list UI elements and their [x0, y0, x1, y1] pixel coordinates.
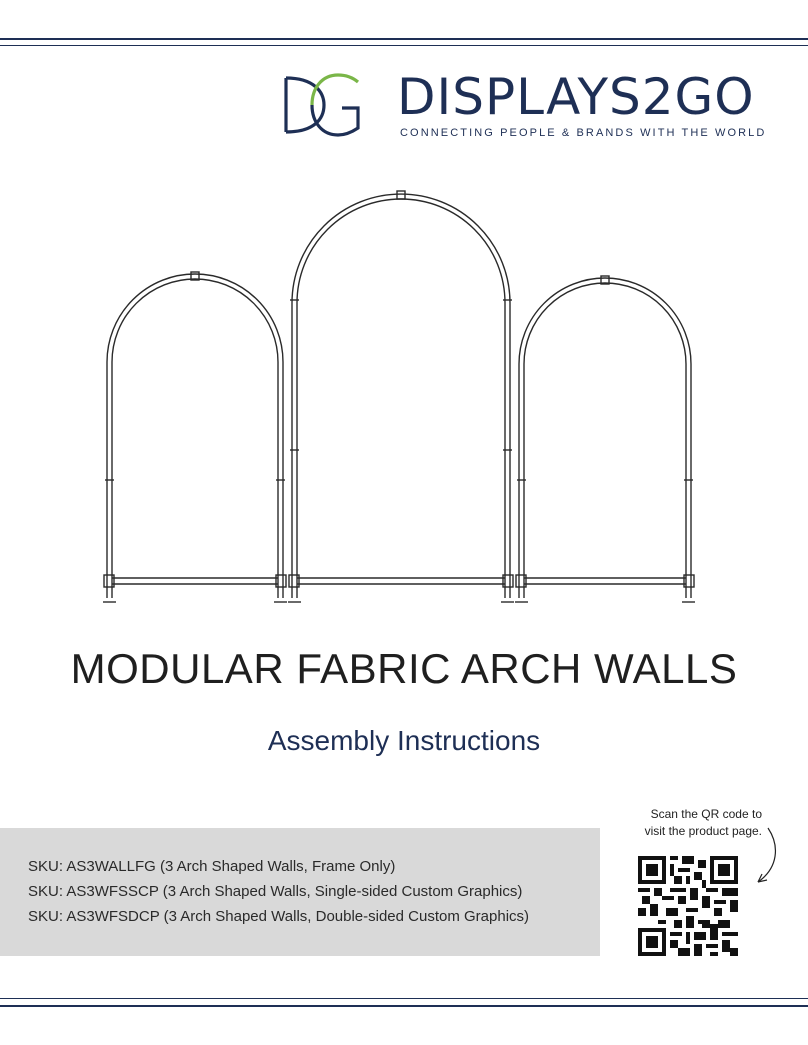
bottom-rule-2 — [0, 1005, 808, 1007]
brand-logo — [272, 68, 772, 148]
middle-arch-frame — [288, 191, 514, 602]
sku-list — [28, 854, 529, 929]
top-rule-1 — [0, 38, 808, 40]
sku-item: SKU: AS3WFSDCP (3 Arch Shaped Walls, Double-sided Custom Graphics) — [28, 908, 530, 925]
qr-instruction-line-2: visit the product page. — [644, 824, 762, 838]
sku-item: SKU: AS3WALLFG (3 Arch Shaped Walls, Frame Only) — [28, 858, 396, 875]
left-arch-frame — [103, 272, 287, 602]
top-rule-2 — [0, 45, 808, 46]
three-arch-frames-illustration — [95, 180, 720, 610]
bottom-rule-1 — [0, 998, 808, 999]
sku-panel — [0, 828, 600, 956]
curved-arrow-icon — [740, 826, 780, 886]
qr-instruction-line-1: Scan the QR code to — [650, 807, 762, 821]
sku-item: SKU: AS3WFSSCP (3 Arch Shaped Walls, Single-sided Custom Graphics) — [28, 883, 523, 900]
brand-wordmark: DISPLAYS2GO — [397, 68, 755, 126]
brand-tagline: CONNECTING PEOPLE & BRANDS WITH THE WORLD — [400, 127, 767, 139]
dg-logo-icon — [280, 72, 362, 138]
document-subtitle: Assembly Instructions — [267, 725, 541, 756]
document-title: MODULAR FABRIC ARCH WALLS — [70, 645, 738, 692]
right-arch-frame — [515, 276, 695, 602]
qr-code-icon[interactable] — [638, 856, 738, 956]
